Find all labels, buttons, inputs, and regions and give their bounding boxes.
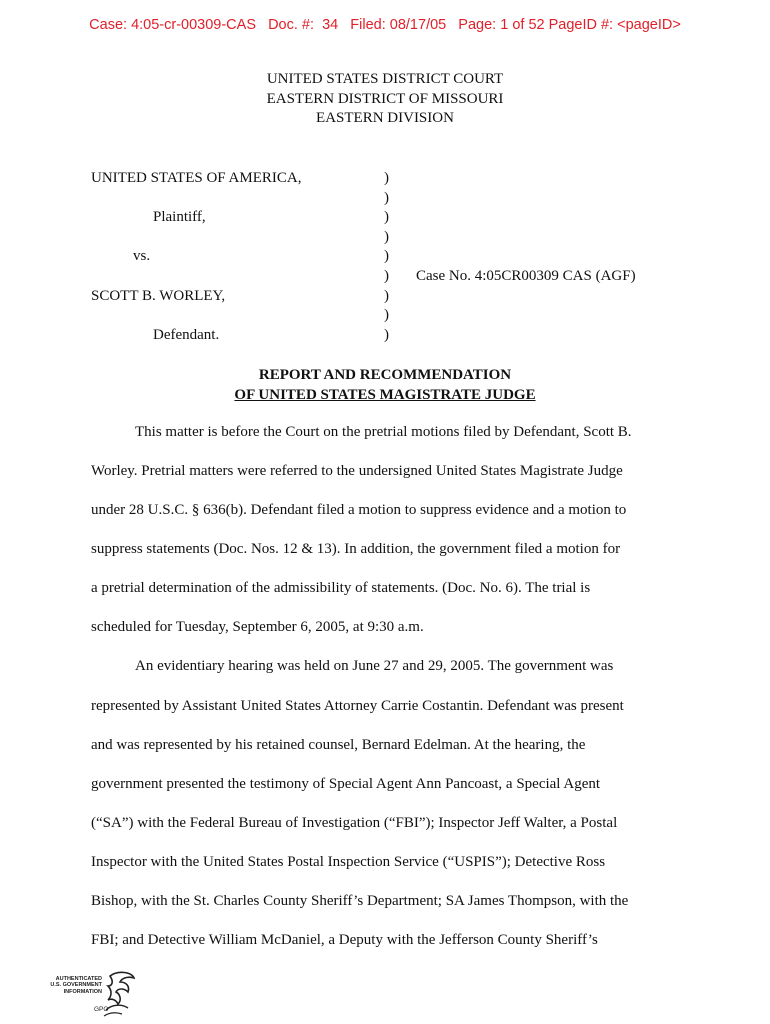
case-number: Case No. 4:05CR00309 CAS (AGF) <box>416 268 636 284</box>
gpo-text-line: AUTHENTICATED <box>55 976 102 982</box>
case-header-line: Case: 4:05-cr-00309-CAS Doc. #: 34 Filed: 08/17/05 Page: 1 of 52 PageID #: <pageID> <box>89 17 681 33</box>
gpo-authentication-logo <box>38 970 138 1020</box>
caption-paren: ) <box>384 228 389 245</box>
court-division: EASTERN DIVISION <box>316 110 454 126</box>
versus-label: vs. <box>133 248 151 264</box>
body-line: under 28 U.S.C. § 636(b). Defendant filed a motion to suppress evidence and a motion to <box>91 502 627 518</box>
body-line: government presented the testimony of Special Agent Ann Pancoast, a Special Agent <box>91 776 601 792</box>
gpo-authentication-text <box>38 976 102 995</box>
defendant-name: SCOTT B. WORLEY, <box>91 288 226 304</box>
body-line: represented by Assistant United States Attorney Carrie Costantin. Defendant was present <box>91 698 624 714</box>
gpo-text-line: INFORMATION <box>63 988 102 995</box>
caption-paren: ) <box>384 248 389 265</box>
caption-paren: ) <box>384 170 389 186</box>
caption-paren: ) <box>384 326 389 343</box>
body-line: suppress statements (Doc. Nos. 12 & 13). In addition, the government filed a motion for <box>91 541 621 557</box>
court-name: UNITED STATES DISTRICT COURT <box>266 71 504 87</box>
body-line: Worley. Pretrial matters were referred to the undersigned United States Magistrate Judge <box>91 463 623 479</box>
body-line: (“SA”) with the Federal Bureau of Investigation (“FBI”); Inspector Jeff Walter, a Postal <box>91 815 618 831</box>
plaintiff-name: UNITED STATES OF AMERICA, <box>91 170 302 186</box>
body-line: FBI; and Detective William McDaniel, a Deputy with the Jefferson County Sheriff’s <box>91 932 598 948</box>
body-line: Bishop, with the St. Charles County Sheriff’s Department; SA James Thompson, with the <box>91 893 629 909</box>
document-title-line1: REPORT AND RECOMMENDATION <box>258 367 512 383</box>
body-line: An evidentiary hearing was held on June 27 and 29, 2005. The government was <box>135 658 614 674</box>
body-line: scheduled for Tuesday, September 6, 2005, at 9:30 a.m. <box>91 619 424 635</box>
body-line: Inspector with the United States Postal Inspection Service (“USPIS”); Detective Ross <box>91 854 606 870</box>
defendant-role: Defendant. <box>153 327 220 343</box>
gpo-mark: GPO <box>94 1006 109 1013</box>
caption-paren: ) <box>384 287 389 304</box>
body-line: This matter is before the Court on the pretrial motions filed by Defendant, Scott B. <box>135 424 632 440</box>
document-title <box>0 365 770 405</box>
document-title-line2: OF UNITED STATES MAGISTRATE JUDGE <box>234 387 536 403</box>
caption-paren: ) <box>384 189 389 206</box>
court-district: EASTERN DISTRICT OF MISSOURI <box>266 90 504 107</box>
body-line: and was represented by his retained counsel, Bernard Edelman. At the hearing, the <box>91 737 586 753</box>
caption-paren: ) <box>384 209 389 226</box>
plaintiff-role: Plaintiff, <box>153 209 206 225</box>
caption-paren: ) <box>384 267 389 284</box>
caption-paren-column <box>384 169 389 345</box>
court-heading <box>0 70 770 129</box>
body-line: a pretrial determination of the admissibility of statements. (Doc. No. 6). The trial is <box>91 580 591 596</box>
gpo-text-line: U.S. GOVERNMENT <box>50 982 102 989</box>
caption-paren: ) <box>384 307 389 324</box>
eagle-icon <box>102 970 138 1018</box>
